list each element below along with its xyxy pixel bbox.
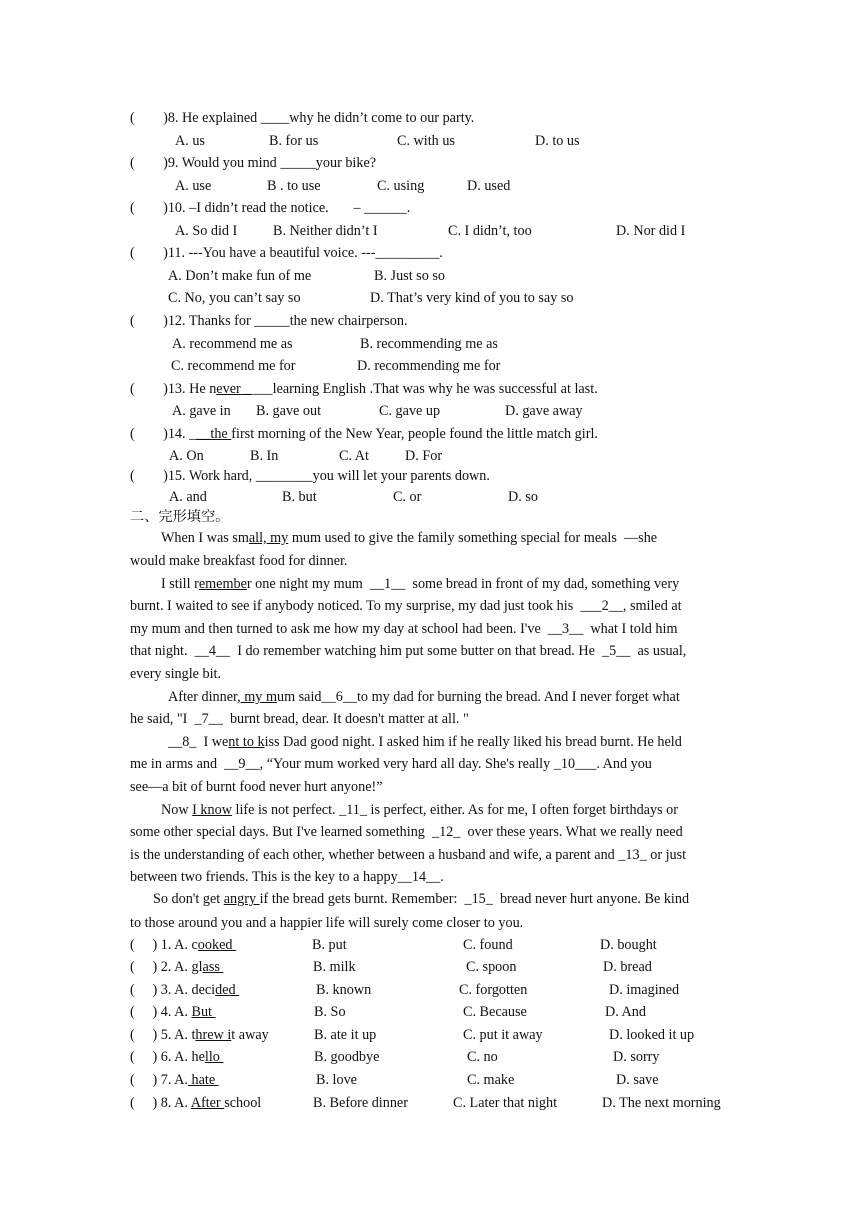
cloze-4-option-c: C. Because	[463, 1004, 527, 1020]
passage-line: some other special days. But I've learned something _12_ over these years. What we really need	[130, 824, 683, 840]
question-14: ( )14. ___the first morning of the New Year, people found the little match girl.	[130, 426, 598, 442]
cloze-1-option-b: B. put	[312, 937, 347, 953]
cloze-row-2: ( ) 2. A. glass	[130, 959, 224, 975]
passage-line: I still remember one night my mum __1__ some bread in front of my dad, something very	[161, 576, 680, 592]
q12-option-a: A. recommend me as	[172, 336, 293, 352]
cloze-row-4: ( ) 4. A. But	[130, 1004, 216, 1020]
q9-option-a: A. use	[175, 178, 212, 194]
q9-option-d: D. used	[467, 178, 511, 194]
passage-line: So don't get angry if the bread gets burnt. Remember: _15_ bread never hurt anyone. Be kind	[153, 891, 690, 907]
q15-option-b: B. but	[282, 489, 317, 505]
passage-line: see—a bit of burnt food never hurt anyone!”	[130, 779, 383, 795]
cloze-row-5: ( ) 5. A. threw it away	[130, 1027, 269, 1043]
passage-line: that night. __4__ I do remember watching him put some butter on that bread. He _5__ as usual,	[130, 643, 687, 659]
q11-option-c: C. No, you can’t say so	[168, 290, 301, 306]
question-8: ( )8. He explained ____why he didn’t come to our party.	[130, 110, 475, 126]
q13-option-c: C. gave up	[379, 403, 441, 419]
cloze-7-option-c: C. make	[467, 1072, 515, 1088]
passage-line: Now I know life is not perfect. _11_ is perfect, either. As for me, I often forget birthdays or	[161, 802, 678, 818]
cloze-3-option-c: C. forgotten	[459, 982, 528, 998]
q12-option-c: C. recommend me for	[171, 358, 296, 374]
cloze-3-option-d: D. imagined	[609, 982, 680, 998]
cloze-7-option-b: B. love	[316, 1072, 357, 1088]
cloze-8-option-c: C. Later that night	[453, 1095, 558, 1111]
passage-line: to those around you and a happier life will surely come closer to you.	[130, 915, 524, 931]
cloze-1-option-d: D. bought	[600, 937, 657, 953]
cloze-5-option-c: C. put it away	[463, 1027, 543, 1043]
q14-option-a: A. On	[169, 448, 204, 464]
q10-option-a: A. So did I	[175, 223, 238, 239]
q14-option-c: C. At	[339, 448, 369, 464]
cloze-8-option-b: B. Before dinner	[313, 1095, 408, 1111]
passage-line: between two friends. This is the key to a happy__14__.	[130, 869, 444, 885]
cloze-7-option-d: D. save	[616, 1072, 659, 1088]
q14-option-d: D. For	[405, 448, 443, 464]
cloze-4-option-b: B. So	[314, 1004, 346, 1020]
cloze-6-option-d: D. sorry	[613, 1049, 660, 1065]
cloze-row-3: ( ) 3. A. decided	[130, 982, 240, 998]
q8-option-b: B. for us	[269, 133, 319, 149]
cloze-row-1: ( ) 1. A. cooked	[130, 937, 237, 953]
q8-option-d: D. to us	[535, 133, 580, 149]
passage-line: is the understanding of each other, whether between a husband and wife, a parent and _13_ or just	[130, 847, 687, 863]
question-13: ( )13. He never ____learning English .That was why he was successful at last.	[130, 381, 598, 397]
question-10: ( )10. –I didn’t read the notice. – ______.	[130, 200, 411, 216]
q9-option-c: C. using	[377, 178, 425, 194]
q10-option-d: D. Nor did I	[616, 223, 686, 239]
cloze-3-option-b: B. known	[316, 982, 372, 998]
q10-option-b: B. Neither didn’t I	[273, 223, 378, 239]
q14-option-b: B. In	[250, 448, 279, 464]
q15-option-c: C. or	[393, 489, 422, 505]
passage-line: he said, "I _7__ burnt bread, dear. It doesn't matter at all. "	[130, 711, 469, 727]
cloze-2-option-d: D. bread	[603, 959, 652, 975]
q11-option-d: D. That’s very kind of you to say so	[370, 290, 574, 306]
q12-option-d: D. recommending me for	[357, 358, 501, 374]
question-11: ( )11. ---You have a beautiful voice. ---_________.	[130, 245, 443, 261]
q13-option-d: D. gave away	[505, 403, 583, 419]
passage-line: burnt. I waited to see if anybody noticed. To my surprise, my dad just took his ___2__, smiled at	[130, 598, 682, 614]
q10-option-c: C. I didn’t, too	[448, 223, 532, 239]
cloze-1-option-c: C. found	[463, 937, 513, 953]
question-15: ( )15. Work hard, ________you will let your parents down.	[130, 468, 490, 484]
cloze-2-option-c: C. spoon	[466, 959, 517, 975]
cloze-5-option-b: B. ate it up	[314, 1027, 377, 1043]
q15-option-a: A. and	[169, 489, 207, 505]
passage-line: When I was small, my mum used to give the family something special for meals —she	[161, 530, 658, 546]
q15-option-d: D. so	[508, 489, 538, 505]
q13-option-b: B. gave out	[256, 403, 322, 419]
cloze-row-7: ( ) 7. A. hate	[130, 1072, 219, 1088]
cloze-4-option-d: D. And	[605, 1004, 646, 1020]
q12-option-b: B. recommending me as	[360, 336, 498, 352]
question-9: ( )9. Would you mind _____your bike?	[130, 155, 377, 171]
cloze-6-option-b: B. goodbye	[314, 1049, 380, 1065]
cloze-5-option-d: D. looked it up	[609, 1027, 695, 1043]
passage-line: my mum and then turned to ask me how my day at school had been. I've __3__ what I told him	[130, 621, 678, 637]
cloze-6-option-c: C. no	[467, 1049, 498, 1065]
passage-line: __8_ I went to kiss Dad good night. I asked him if he really liked his bread burnt. He held	[168, 734, 682, 750]
passage-line: would make breakfast food for dinner.	[130, 553, 348, 569]
cloze-2-option-b: B. milk	[313, 959, 356, 975]
passage-line: After dinner, my mum said__6__to my dad for burning the bread. And I never forget what	[168, 689, 680, 705]
passage-line: every single bit.	[130, 666, 222, 682]
cloze-row-6: ( ) 6. A. hello	[130, 1049, 224, 1065]
question-12: ( )12. Thanks for _____the new chairperson.	[130, 313, 408, 329]
passage-line: me in arms and __9__, “Your mum worked very hard all day. She's really _10___. And you	[130, 756, 652, 772]
q11-option-a: A. Don’t make fun of me	[168, 268, 312, 284]
q11-option-b: B. Just so so	[374, 268, 445, 284]
q8-option-a: A. us	[175, 133, 205, 149]
cloze-row-8: ( ) 8. A. After school	[130, 1095, 262, 1111]
q8-option-c: C. with us	[397, 133, 455, 149]
section-2-title: 二、完形填空。	[130, 509, 230, 525]
q9-option-b: B . to use	[267, 178, 321, 194]
q13-option-a: A. gave in	[172, 403, 231, 419]
cloze-8-option-d: D. The next morning	[602, 1095, 721, 1111]
